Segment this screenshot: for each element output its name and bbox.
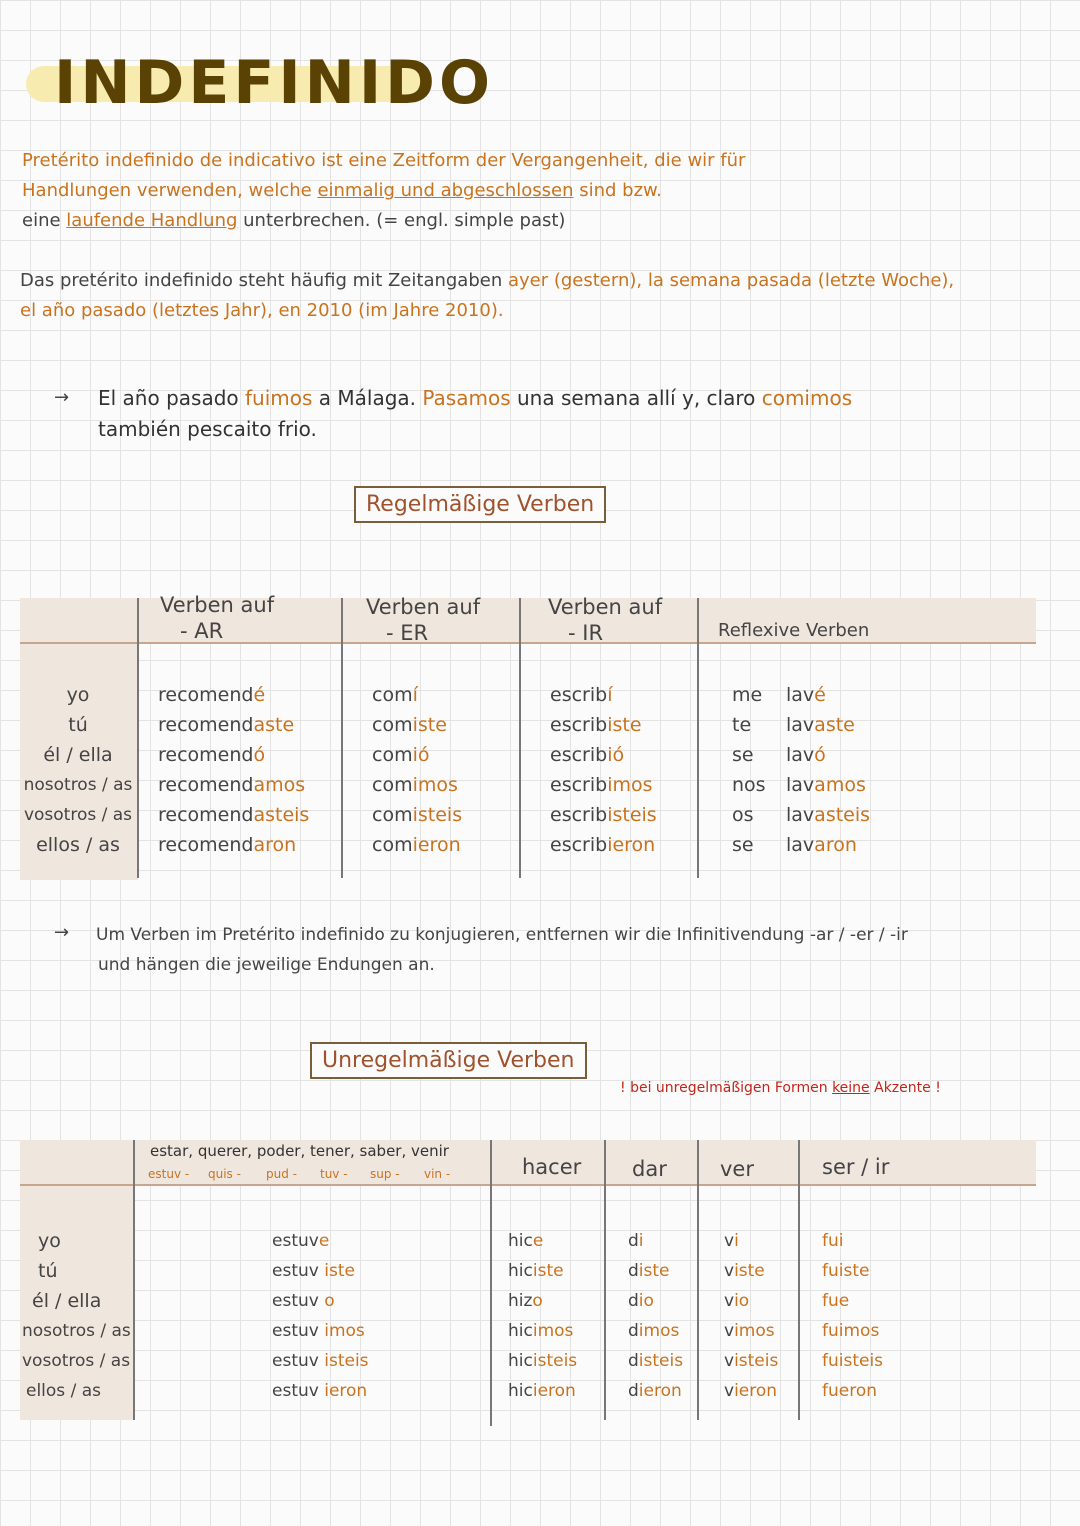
irregular-header-divider: [20, 1184, 1036, 1186]
hacer-form: hicieron: [508, 1381, 576, 1401]
dar-form: dieron: [628, 1381, 682, 1401]
ver-form: vio: [724, 1291, 750, 1311]
estuv-form: estuv iste: [272, 1261, 355, 1281]
pronoun-vosotros: vosotros / as: [22, 1351, 131, 1371]
usage-line-1: Das pretérito indefinido steht häufig mit Zeitangaben ayer (gestern), la semana pasada (letzte Woche),: [20, 270, 955, 291]
header-dar: dar: [632, 1157, 667, 1181]
ser-ir-conjugation-column: [822, 1226, 883, 1406]
stem: tuv -: [320, 1167, 348, 1181]
stem: estuv -: [148, 1167, 190, 1181]
regular-col-divider: [137, 598, 139, 878]
pronoun-el: él / ella: [32, 1290, 102, 1312]
ser-form: fue: [822, 1291, 850, 1311]
regular-header-divider: [20, 642, 1036, 644]
reflexive-pronoun-column: [732, 680, 766, 860]
header-reflexive: Reflexive Verben: [718, 620, 870, 641]
reflexive-form: lavé: [786, 684, 826, 706]
pronoun-vosotros: vosotros / as: [23, 805, 133, 825]
ser-form: fuimos: [822, 1321, 880, 1341]
note-line-2: und hängen die jeweilige Endungen an.: [98, 955, 435, 975]
pronoun-yo: yo: [66, 684, 90, 706]
estuv-conjugation-column: [272, 1226, 369, 1406]
er-form: comió: [372, 744, 430, 766]
reflexive-verb-column: [786, 680, 870, 860]
header-ir-1: Verben auf: [548, 595, 663, 619]
estuv-form: estuve: [272, 1231, 330, 1251]
regular-verbs-label: Regelmäßige Verben: [354, 486, 606, 523]
ver-form: viste: [724, 1261, 765, 1281]
ir-form: escribí: [550, 684, 613, 706]
reflexive-form: lavamos: [786, 774, 866, 796]
dar-form: di: [628, 1231, 644, 1251]
usage-line-2: el año pasado (letztes Jahr), en 2010 (im Jahre 2010).: [20, 300, 504, 321]
hacer-form: hice: [508, 1231, 544, 1251]
pronoun-nosotros: nosotros / as: [23, 775, 133, 795]
intro-line-2: Handlungen verwenden, welche einmalig und abgeschlossen sind bzw.: [22, 180, 662, 201]
er-form: comiste: [372, 714, 447, 736]
header-er-1: Verben auf: [366, 595, 481, 619]
ar-form: recomendé: [158, 684, 266, 706]
ser-form: fuisteis: [822, 1351, 884, 1371]
header-er-2: - ER: [386, 621, 429, 645]
er-conjugation-column: [372, 680, 462, 860]
ar-form: recomendaste: [158, 714, 295, 736]
pronoun-yo: yo: [38, 1230, 61, 1252]
regular-pronoun-column: [22, 680, 134, 860]
hacer-conjugation-column: [508, 1226, 577, 1406]
pronoun-ellos: ellos / as: [26, 1381, 101, 1401]
reflexive-pronoun: se: [732, 834, 754, 856]
ir-form: escribisteis: [550, 804, 657, 826]
reflexive-pronoun: me: [732, 684, 763, 706]
regular-col-divider: [341, 598, 343, 878]
ar-form: recomendaron: [158, 834, 297, 856]
intro-line-1: Pretérito indefinido de indicativo ist eine Zeitform der Vergangenheit, die wir für: [22, 150, 746, 171]
irregular-group-verbs: estar, querer, poder, tener, saber, venir: [150, 1142, 449, 1160]
ver-form: vimos: [724, 1321, 775, 1341]
ar-form: recomendamos: [158, 774, 306, 796]
er-form: comimos: [372, 774, 458, 796]
stem: sup -: [370, 1167, 400, 1181]
ar-conjugation-column: [158, 680, 309, 860]
estuv-form: estuv imos: [272, 1321, 365, 1341]
irregular-col-divider: [697, 1140, 699, 1420]
ir-form: escribimos: [550, 774, 653, 796]
dar-form: dio: [628, 1291, 654, 1311]
estuv-form: estuv o: [272, 1291, 335, 1311]
ar-form: recomendasteis: [158, 804, 310, 826]
header-ir-2: - IR: [568, 621, 604, 645]
regular-col-divider: [697, 598, 699, 878]
stem: quis -: [208, 1167, 241, 1181]
pronoun-ellos: ellos / as: [36, 834, 120, 856]
arrow-icon: →: [54, 387, 70, 408]
reflexive-pronoun: nos: [732, 774, 766, 796]
irregular-col-divider: [604, 1140, 606, 1420]
header-hacer: hacer: [522, 1155, 582, 1179]
estuv-form: estuv isteis: [272, 1351, 369, 1371]
irregular-col-divider: [490, 1140, 492, 1426]
ir-conjugation-column: [550, 680, 657, 860]
arrow-icon: →: [54, 922, 70, 943]
ver-form: visteis: [724, 1351, 779, 1371]
ser-form: fueron: [822, 1381, 878, 1401]
hacer-form: hicisteis: [508, 1351, 578, 1371]
ir-form: escribió: [550, 744, 625, 766]
reflexive-form: lavaste: [786, 714, 855, 736]
irregular-pronoun-column: [22, 1226, 131, 1406]
warning-note: ! bei unregelmäßigen Formen keine Akzente !: [620, 1080, 941, 1096]
reflexive-pronoun: te: [732, 714, 752, 736]
regular-col-divider: [519, 598, 521, 878]
header-ser-ir: ser / ir: [822, 1155, 890, 1179]
ser-form: fuiste: [822, 1261, 870, 1281]
ser-form: fui: [822, 1231, 844, 1251]
hacer-form: hicimos: [508, 1321, 574, 1341]
hacer-form: hiciste: [508, 1261, 564, 1281]
er-form: comisteis: [372, 804, 463, 826]
ir-form: escribieron: [550, 834, 656, 856]
hacer-form: hizo: [508, 1291, 543, 1311]
irregular-col-divider: [133, 1140, 135, 1420]
stem: pud -: [266, 1167, 297, 1181]
dar-form: disteis: [628, 1351, 684, 1371]
example-sentence-2: también pescaito frio.: [98, 417, 317, 441]
er-form: comieron: [372, 834, 461, 856]
er-form: comí: [372, 684, 418, 706]
stem: vin -: [424, 1167, 451, 1181]
reflexive-pronoun: se: [732, 744, 754, 766]
dar-form: dimos: [628, 1321, 680, 1341]
ir-form: escribiste: [550, 714, 642, 736]
ver-form: vieron: [724, 1381, 778, 1401]
page-title: INDEFINIDO: [54, 48, 494, 118]
reflexive-form: lavó: [786, 744, 826, 766]
irregular-col-divider: [798, 1140, 800, 1420]
example-sentence-1: El año pasado fuimos a Málaga. Pasamos una semana allí y, claro comimos: [98, 386, 853, 410]
pronoun-tu: tú: [38, 1260, 58, 1282]
reflexive-pronoun: os: [732, 804, 754, 826]
irregular-verbs-label: Unregelmäßige Verben: [310, 1042, 587, 1079]
pronoun-tu: tú: [68, 714, 88, 736]
header-ver: ver: [720, 1157, 754, 1181]
pronoun-el: él / ella: [43, 744, 113, 766]
dar-conjugation-column: [628, 1226, 683, 1406]
reflexive-form: lavasteis: [786, 804, 871, 826]
dar-form: diste: [628, 1261, 670, 1281]
ver-conjugation-column: [724, 1226, 778, 1406]
note-line-1: Um Verben im Pretérito indefinido zu konjugieren, entfernen wir die Infinitivendung -ar / -er / -ir: [96, 925, 908, 945]
header-ar-2: - AR: [180, 619, 224, 643]
pronoun-nosotros: nosotros / as: [22, 1321, 131, 1341]
ar-form: recomendó: [158, 744, 266, 766]
reflexive-form: lavaron: [786, 834, 857, 856]
ver-form: vi: [724, 1231, 739, 1251]
estuv-form: estuv ieron: [272, 1381, 368, 1401]
intro-line-3: eine laufende Handlung unterbrechen. (= engl. simple past): [22, 210, 566, 231]
header-ar-1: Verben auf: [160, 593, 275, 617]
